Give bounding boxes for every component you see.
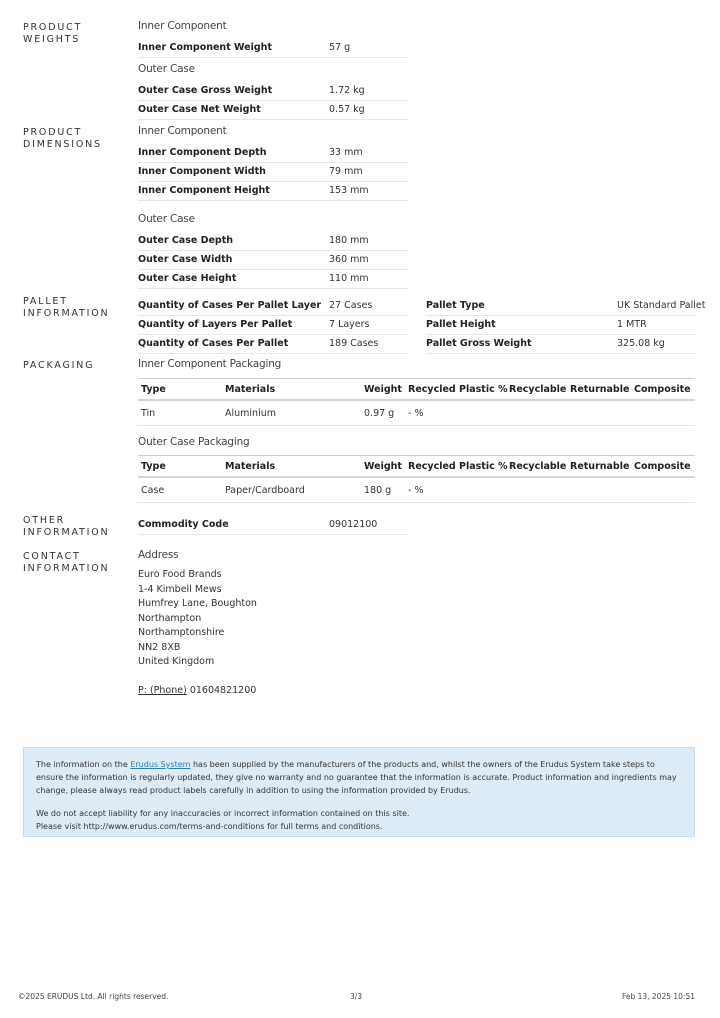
table-row <box>138 477 695 503</box>
table-cell: Aluminium <box>222 400 361 426</box>
address-block <box>138 568 257 670</box>
section-label-other-information: OTHER INFORMATION <box>23 515 110 538</box>
row-key: Outer Case Net Weight <box>138 104 261 115</box>
dimensions-outer-heading: Outer Case <box>138 213 195 225</box>
row-key: Inner Component Width <box>138 166 266 177</box>
outer-packaging-heading: Outer Case Packaging <box>138 436 250 448</box>
row-key: Quantity of Layers Per Pallet <box>138 319 293 330</box>
column-header: Composite <box>631 456 695 478</box>
row-value: 09012100 <box>329 519 378 530</box>
section-label-contact-information: CONTACT INFORMATION <box>23 551 110 574</box>
address-line: Euro Food Brands <box>138 569 222 580</box>
dimensions-row <box>138 251 408 270</box>
table-cell <box>567 477 631 503</box>
inner-packaging-table <box>138 378 695 426</box>
section-label-pallet-information: PALLET INFORMATION <box>23 296 110 319</box>
address-line: NN2 8XB <box>138 641 181 653</box>
row-value: 79 mm <box>329 166 363 177</box>
dimensions-row <box>138 270 408 289</box>
row-key: Pallet Gross Weight <box>426 338 532 349</box>
table-cell: Case <box>138 477 222 503</box>
pallet-row <box>138 335 408 354</box>
table-cell <box>631 400 695 426</box>
table-cell <box>506 400 567 426</box>
pallet-row <box>426 335 695 354</box>
column-header: Type <box>138 456 222 478</box>
column-header: Type <box>138 379 222 401</box>
table-header-row <box>138 456 695 478</box>
table-cell <box>506 477 567 503</box>
row-key: Outer Case Height <box>138 273 237 284</box>
weights-row <box>138 101 408 120</box>
table-header-row <box>138 379 695 401</box>
row-key: Quantity of Cases Per Pallet Layer <box>138 300 322 311</box>
row-key: Quantity of Cases Per Pallet <box>138 338 289 349</box>
table-cell <box>567 400 631 426</box>
disclaimer-text: The information on the <box>36 760 131 769</box>
commodity-code-row <box>138 516 408 535</box>
row-value: UK Standard Pallet <box>617 300 706 311</box>
pallet-row <box>138 316 408 335</box>
disclaimer-paragraph <box>36 758 682 797</box>
row-key: Commodity Code <box>138 519 229 530</box>
row-value: 180 mm <box>329 235 369 246</box>
address-heading: Address <box>138 549 179 561</box>
row-value: 33 mm <box>329 147 363 158</box>
table-cell: - % <box>405 400 506 426</box>
disclaimer-box <box>23 747 695 837</box>
footer-date: Feb 13, 2025 10:51 <box>621 992 695 1001</box>
row-key: Pallet Type <box>426 300 485 311</box>
table-cell: Tin <box>138 400 222 426</box>
disclaimer-text: Please visit http://www.erudus.com/terms-and-conditions for full terms and conditions. <box>36 822 383 831</box>
dimensions-row <box>138 182 408 201</box>
phone-line <box>138 685 256 696</box>
weights-row <box>138 39 408 58</box>
column-header: Returnable <box>567 456 631 478</box>
section-label-product-dimensions: PRODUCT DIMENSIONS <box>23 127 102 150</box>
table-row <box>138 400 695 426</box>
section-label-packaging: PACKAGING <box>23 360 95 371</box>
row-value: 360 mm <box>329 254 369 265</box>
row-key: Inner Component Depth <box>138 147 267 158</box>
table-cell: Paper/Cardboard <box>222 477 361 503</box>
address-line: Northampton <box>138 612 202 624</box>
row-value: 110 mm <box>329 273 369 284</box>
disclaimer-text: We do not accept liability for any inaccuracies or incorrect information contained on this site. <box>36 809 410 818</box>
row-value: 7 Layers <box>329 319 370 330</box>
row-value: 0.57 kg <box>329 104 365 115</box>
row-key: Inner Component Weight <box>138 42 272 53</box>
row-value: 1 MTR <box>617 319 647 330</box>
weights-row <box>138 82 408 101</box>
column-header: Recycled Plastic % <box>405 379 506 401</box>
column-header: Composite <box>631 379 695 401</box>
disclaimer-text: has been supplied by the manufacturers of the products and, whilst the owners of the Erudus System take steps to ensure the information is regularly updated, they give no warranty and no guarantee that the information is accurate. Product information and ingredients may change, please always read product labels carefully in addition to using the information provided by Erudus. <box>36 760 677 795</box>
address-line: United Kingdom <box>138 656 215 667</box>
row-value: 1.72 kg <box>329 85 365 96</box>
column-header: Recycled Plastic % <box>405 456 506 478</box>
pallet-row <box>426 297 706 316</box>
address-line: Humfrey Lane, Boughton <box>138 598 257 609</box>
dimensions-row <box>138 144 408 163</box>
weights-outer-heading: Outer Case <box>138 63 195 75</box>
row-key: Outer Case Width <box>138 254 233 265</box>
row-value: 27 Cases <box>329 300 373 311</box>
dimensions-inner-heading: Inner Component <box>138 125 227 137</box>
footer-page-number: 3/3 <box>350 992 363 1001</box>
footer-copyright: ©2025 ERUDUS Ltd. All rights reserved. <box>18 992 169 1001</box>
pallet-row <box>426 316 695 335</box>
row-key: Inner Component Height <box>138 185 270 196</box>
table-cell <box>631 477 695 503</box>
weights-inner-heading: Inner Component <box>138 20 227 32</box>
row-key: Outer Case Depth <box>138 235 234 246</box>
table-cell: 0.97 g <box>361 400 405 426</box>
row-value: 325.08 kg <box>617 338 665 349</box>
phone-number[interactable]: 01604821200 <box>189 685 257 696</box>
row-value: 57 g <box>329 42 351 53</box>
column-header: Materials <box>222 456 361 478</box>
pallet-row <box>138 297 408 316</box>
row-key: Pallet Height <box>426 319 496 330</box>
column-header: Recyclable <box>506 456 567 478</box>
row-key: Outer Case Gross Weight <box>138 85 273 96</box>
inner-packaging-heading: Inner Component Packaging <box>138 358 282 370</box>
address-line: 1-4 Kimbell Mews <box>138 583 222 595</box>
dimensions-row <box>138 163 408 182</box>
erudus-system-link[interactable]: Erudus System <box>130 760 191 769</box>
dimensions-row <box>138 232 408 251</box>
address-line: Northamptonshire <box>138 627 225 638</box>
column-header: Recyclable <box>506 379 567 401</box>
table-cell: - % <box>405 477 506 503</box>
row-value: 153 mm <box>329 185 369 196</box>
phone-label: P: (Phone) <box>138 685 187 696</box>
column-header: Weight <box>361 379 405 401</box>
row-value: 189 Cases <box>329 338 379 349</box>
column-header: Materials <box>222 379 361 401</box>
column-header: Weight <box>361 456 405 478</box>
section-label-product-weights: PRODUCT WEIGHTS <box>23 22 83 45</box>
table-cell: 180 g <box>361 477 405 503</box>
disclaimer-paragraph <box>36 807 682 833</box>
column-header: Returnable <box>567 379 631 401</box>
outer-packaging-table <box>138 455 695 503</box>
